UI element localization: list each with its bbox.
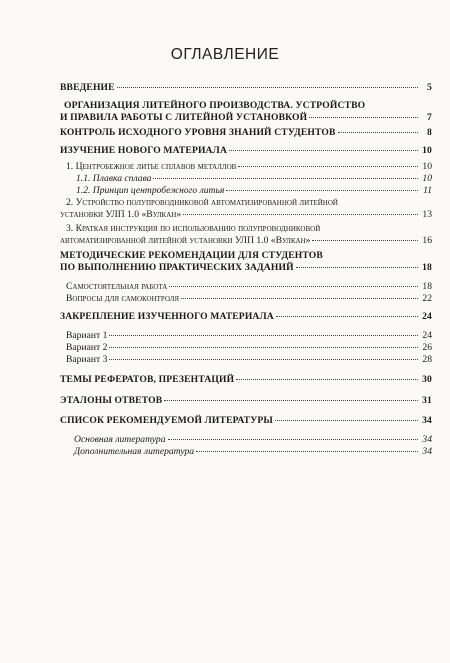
toc-page-number: 10 xyxy=(422,161,432,172)
toc-entry-section-2[interactable] xyxy=(60,197,432,220)
toc-entry-section-1-1[interactable] xyxy=(76,173,432,185)
toc-entry-label: 1.1. Плавка сплава xyxy=(76,173,152,184)
toc-page-number: 18 xyxy=(422,281,432,292)
toc-page-number: 18 xyxy=(422,261,432,273)
toc-page-number: 30 xyxy=(422,374,432,385)
toc-entry-variant-2[interactable] xyxy=(66,342,432,354)
toc-entry-label: 1. Центробежное литье сплавов металлов xyxy=(66,161,237,172)
toc-page-number: 5 xyxy=(427,82,432,93)
toc-entry-control[interactable] xyxy=(60,127,432,139)
toc-page-number: 31 xyxy=(422,395,432,406)
toc-page-number: 34 xyxy=(422,434,432,445)
toc-entry-variant-1[interactable] xyxy=(66,330,432,342)
toc-entry-label-line1: ОРГАНИЗАЦИЯ ЛИТЕЙНОГО ПРОИЗВОДСТВА. УСТРОЙСТВО xyxy=(64,100,366,111)
toc-entry-self-check-questions[interactable] xyxy=(66,293,432,305)
toc-entry-label: КОНТРОЛЬ ИСХОДНОГО УРОВНЯ ЗНАНИЙ СТУДЕНТОВ xyxy=(60,127,336,138)
toc-entry-label: Вариант 3 xyxy=(66,354,108,365)
leader-dots xyxy=(229,150,418,151)
toc-entry-label: ЗАКРЕПЛЕНИЕ ИЗУЧЕННОГО МАТЕРИАЛА xyxy=(60,311,274,322)
toc-page-number: 24 xyxy=(422,330,432,341)
toc-entry-answer-keys[interactable] xyxy=(60,395,432,407)
leader-dots xyxy=(109,359,418,360)
toc-entry-label: ТЕМЫ РЕФЕРАТОВ, ПРЕЗЕНТАЦИЙ xyxy=(60,374,235,385)
leader-dots xyxy=(226,190,418,191)
toc-entry-label: Дополнительная литература xyxy=(74,446,195,457)
toc-entry-organization[interactable] xyxy=(60,100,432,123)
toc-entry-bibliography[interactable] xyxy=(60,415,432,427)
toc-entry-label: ВВЕДЕНИЕ xyxy=(60,82,115,93)
toc-entry-label: Самостоятельная работа xyxy=(66,281,168,292)
leader-dots xyxy=(312,240,418,241)
leader-dots xyxy=(276,316,418,317)
leader-dots xyxy=(236,379,418,380)
leader-dots xyxy=(181,298,418,299)
toc-entry-main-literature[interactable] xyxy=(74,434,432,446)
toc-entry-new-material[interactable] xyxy=(60,145,432,157)
toc-entry-additional-literature[interactable] xyxy=(74,446,432,458)
toc-page-number: 10 xyxy=(422,173,432,184)
toc-entry-label: ИЗУЧЕНИЕ НОВОГО МАТЕРИАЛА xyxy=(60,145,228,156)
toc-page-number: 22 xyxy=(422,293,432,304)
toc-entry-label-line1: 3. Краткая инструкция по использованию полупроводниковой xyxy=(66,223,321,234)
toc-entry-label: ЭТАЛОНЫ ОТВЕТОВ xyxy=(60,395,163,406)
toc-page-number: 34 xyxy=(422,415,432,426)
toc-entry-methodical[interactable] xyxy=(60,250,432,273)
toc-entry-variant-3[interactable] xyxy=(66,354,432,366)
leader-dots xyxy=(117,87,418,88)
toc-page-number: 34 xyxy=(422,446,432,457)
toc-entry-consolidation[interactable] xyxy=(60,311,432,323)
leader-dots xyxy=(309,117,418,118)
leader-dots xyxy=(109,335,418,336)
page-title: ОГЛАВЛЕНИЕ xyxy=(170,46,280,63)
toc-entry-label: 1.2. Принцип центробежного литья xyxy=(76,185,225,196)
toc-page-number: 13 xyxy=(422,208,432,220)
toc-entry-section-3[interactable] xyxy=(60,223,432,246)
leader-dots xyxy=(169,286,418,287)
toc-entry-label: Вопросы для самоконтроля xyxy=(66,293,180,304)
toc-page-number: 11 xyxy=(423,185,432,196)
toc-entry-label: СПИСОК РЕКОМЕНДУЕМОЙ ЛИТЕРАТУРЫ xyxy=(60,415,273,426)
toc-entry-section-1[interactable] xyxy=(66,161,432,173)
toc-entry-label-line1: 2. Устройство полупроводниковой автоматизированной литейной xyxy=(66,197,338,208)
toc-entry-label: Основная литература xyxy=(74,434,166,445)
leader-dots xyxy=(164,400,418,401)
toc-entry-label: установки УЛП 1.0 «Вулкан» xyxy=(60,208,182,220)
toc-entry-independent-work[interactable] xyxy=(66,281,432,293)
toc-entry-label-line1: МЕТОДИЧЕСКИЕ РЕКОМЕНДАЦИИ ДЛЯ СТУДЕНТОВ xyxy=(60,250,323,261)
leader-dots xyxy=(238,166,418,167)
toc-page-number: 10 xyxy=(422,145,432,156)
toc-page-number: 7 xyxy=(427,111,432,123)
toc-entry-label: Вариант 2 xyxy=(66,342,108,353)
leader-dots xyxy=(338,132,418,133)
toc-entry-section-1-2[interactable] xyxy=(76,185,432,197)
toc-page-number: 16 xyxy=(422,234,432,246)
leader-dots xyxy=(296,267,418,268)
leader-dots xyxy=(183,214,418,215)
leader-dots xyxy=(153,178,418,179)
toc-entry-introduction[interactable] xyxy=(60,82,432,94)
toc-page-number: 8 xyxy=(427,127,432,138)
leader-dots xyxy=(168,439,419,440)
leader-dots xyxy=(196,451,418,452)
toc-entry-label: ПО ВЫПОЛНЕНИЮ ПРАКТИЧЕСКИХ ЗАДАНИЙ xyxy=(60,261,294,273)
toc-entry-topics[interactable] xyxy=(60,374,432,386)
toc-entry-label: И ПРАВИЛА РАБОТЫ С ЛИТЕЙНОЙ УСТАНОВКОЙ xyxy=(60,111,308,123)
toc-entry-label: автоматизированной литейной установки УЛП 1.0 «Вулкан» xyxy=(60,234,311,246)
toc-page-number: 26 xyxy=(422,342,432,353)
toc-page-number: 28 xyxy=(422,354,432,365)
leader-dots xyxy=(109,347,418,348)
leader-dots xyxy=(275,420,418,421)
toc-entry-label: Вариант 1 xyxy=(66,330,108,341)
toc-page-number: 24 xyxy=(422,311,432,322)
